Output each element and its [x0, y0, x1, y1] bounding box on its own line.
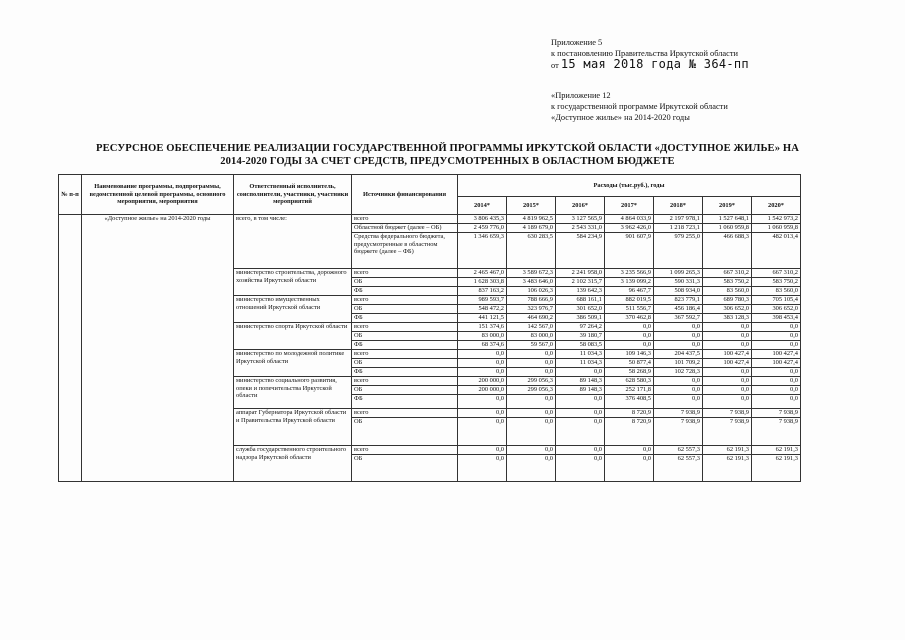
value-cell: 0,0 — [605, 341, 654, 350]
value-cell: 306 652,0 — [703, 305, 752, 314]
source-cell: всего — [352, 323, 458, 332]
value-cell: 1 060 959,8 — [752, 224, 801, 233]
year-header: 2015* — [507, 197, 556, 215]
value-cell: 0,0 — [458, 418, 507, 446]
value-cell: 705 105,4 — [752, 296, 801, 305]
value-cell: 1 099 265,3 — [654, 269, 703, 278]
value-cell: 590 331,3 — [654, 278, 703, 287]
value-cell: 0,0 — [507, 418, 556, 446]
value-cell: 584 234,9 — [556, 233, 605, 269]
value-cell: 466 688,3 — [703, 233, 752, 269]
value-cell: 3 139 099,2 — [605, 278, 654, 287]
value-cell: 0,0 — [703, 368, 752, 377]
value-cell: 0,0 — [458, 409, 507, 418]
value-cell: 788 666,9 — [507, 296, 556, 305]
source-cell: ОБ — [352, 418, 458, 446]
value-cell: 1 346 659,3 — [458, 233, 507, 269]
year-header: 2016* — [556, 197, 605, 215]
value-cell: 50 877,4 — [605, 359, 654, 368]
value-cell: 139 642,3 — [556, 287, 605, 296]
value-cell: 0,0 — [703, 341, 752, 350]
document-title — [60, 142, 835, 169]
source-cell: Областной бюджет (далее – ОБ) — [352, 224, 458, 233]
source-cell: всего — [352, 446, 458, 455]
value-cell: 8 720,9 — [605, 418, 654, 446]
year-header: 2014* — [458, 197, 507, 215]
value-cell: 102 728,3 — [654, 368, 703, 377]
value-cell: 96 467,7 — [605, 287, 654, 296]
value-cell: 0,0 — [556, 395, 605, 409]
value-cell: 0,0 — [556, 409, 605, 418]
col-header-num: № п-п — [59, 175, 82, 215]
source-cell: ФБ — [352, 368, 458, 377]
source-cell: всего — [352, 377, 458, 386]
value-cell: 667 310,2 — [752, 269, 801, 278]
title-line-1: РЕСУРСНОЕ ОБЕСПЕЧЕНИЕ РЕАЛИЗАЦИИ ГОСУДАРСТВЕННОЙ ПРОГРАММЫ ИРКУТСКОЙ ОБЛАСТИ «ДОСТУПНОЕ ЖИЛЬЕ» НА — [96, 143, 799, 154]
value-cell: 0,0 — [654, 341, 703, 350]
value-cell: 101 709,2 — [654, 359, 703, 368]
value-cell: 0,0 — [507, 455, 556, 482]
value-cell: 0,0 — [507, 409, 556, 418]
value-cell: 0,0 — [458, 395, 507, 409]
value-cell: 200 000,0 — [458, 386, 507, 395]
source-cell: ФБ — [352, 395, 458, 409]
value-cell: 0,0 — [507, 395, 556, 409]
appendix-header — [551, 37, 749, 72]
value-cell: 3 589 672,3 — [507, 269, 556, 278]
value-cell: 0,0 — [507, 446, 556, 455]
source-cell: ФБ — [352, 287, 458, 296]
value-cell: 142 567,0 — [507, 323, 556, 332]
value-cell: 0,0 — [507, 368, 556, 377]
value-cell: 0,0 — [654, 395, 703, 409]
value-cell: 441 121,5 — [458, 314, 507, 323]
value-cell: 548 472,2 — [458, 305, 507, 314]
value-cell: 0,0 — [654, 332, 703, 341]
value-cell: 62 191,3 — [752, 455, 801, 482]
value-cell: 0,0 — [703, 323, 752, 332]
value-cell: 0,0 — [752, 377, 801, 386]
executor-cell: министерство строительства, дорожного хозяйства Иркутской области — [234, 269, 352, 296]
source-cell: ФБ — [352, 341, 458, 350]
value-cell: 0,0 — [605, 446, 654, 455]
value-cell: 0,0 — [556, 368, 605, 377]
value-cell: 7 938,9 — [654, 409, 703, 418]
appendix-date-line — [551, 59, 749, 71]
value-cell: 62 191,3 — [752, 446, 801, 455]
value-cell: 62 557,3 — [654, 455, 703, 482]
value-cell: 62 557,3 — [654, 446, 703, 455]
value-cell: 689 780,3 — [703, 296, 752, 305]
value-cell: 1 542 973,2 — [752, 215, 801, 224]
appendix-number: Приложение 5 — [551, 38, 603, 47]
value-cell: 367 592,7 — [654, 314, 703, 323]
value-cell: 1 628 303,8 — [458, 278, 507, 287]
value-cell: 299 056,3 — [507, 377, 556, 386]
value-cell: 89 148,3 — [556, 377, 605, 386]
value-cell: 299 056,3 — [507, 386, 556, 395]
value-cell: 0,0 — [458, 446, 507, 455]
source-cell: ОБ — [352, 455, 458, 482]
value-cell: 301 652,0 — [556, 305, 605, 314]
value-cell: 0,0 — [654, 323, 703, 332]
year-header: 2018* — [654, 197, 703, 215]
value-cell: 83 560,0 — [752, 287, 801, 296]
executor-cell: министерство социального развития, опеки и попечительства Иркутской области — [234, 377, 352, 409]
year-header: 2020* — [752, 197, 801, 215]
value-cell: 89 148,3 — [556, 386, 605, 395]
value-cell: 0,0 — [458, 455, 507, 482]
value-cell: 667 310,2 — [703, 269, 752, 278]
value-cell: 0,0 — [752, 332, 801, 341]
value-cell: 0,0 — [654, 386, 703, 395]
appendix-decree-ref: к постановлению Правительства Иркутской области — [551, 49, 739, 59]
value-cell: 97 264,2 — [556, 323, 605, 332]
source-cell: Средства федерального бюджета, предусмотренные в областном бюджете (далее – ФБ) — [352, 233, 458, 269]
value-cell: 4 819 962,5 — [507, 215, 556, 224]
value-cell: 0,0 — [752, 368, 801, 377]
value-cell: 2 543 331,0 — [556, 224, 605, 233]
executor-cell: министерство по молодежной политике Иркутской области — [234, 350, 352, 377]
title-line-2: 2014-2020 ГОДЫ ЗА СЧЕТ СРЕДСТВ, ПРЕДУСМОТРЕННЫХ В ОБЛАСТНОМ БЮДЖЕТЕ — [220, 156, 675, 168]
value-cell: 482 013,4 — [752, 233, 801, 269]
value-cell: 989 593,7 — [458, 296, 507, 305]
value-cell: 0,0 — [507, 359, 556, 368]
col-header-source: Источники финансирования — [352, 175, 458, 215]
value-cell: 0,0 — [507, 350, 556, 359]
value-cell: 68 374,6 — [458, 341, 507, 350]
source-cell: всего — [352, 296, 458, 305]
row-number-cell — [59, 215, 82, 482]
value-cell: 100 427,4 — [703, 359, 752, 368]
resource-table — [58, 174, 801, 482]
value-cell: 583 750,2 — [703, 278, 752, 287]
value-cell: 3 483 646,0 — [507, 278, 556, 287]
value-cell: 2 197 978,1 — [654, 215, 703, 224]
col-header-expenses: Расходы (тыс.руб.), годы — [458, 175, 801, 197]
value-cell: 688 161,1 — [556, 296, 605, 305]
value-cell: 0,0 — [605, 323, 654, 332]
value-cell: 62 191,3 — [703, 446, 752, 455]
value-cell: 109 146,3 — [605, 350, 654, 359]
program-appendix-header — [551, 90, 728, 124]
value-cell: 252 171,8 — [605, 386, 654, 395]
value-cell: 1 060 959,8 — [703, 224, 752, 233]
value-cell: 2 102 315,7 — [556, 278, 605, 287]
program-appendix-name: «Доступное жилье» на 2014-2020 годы — [551, 113, 690, 123]
value-cell: 62 191,3 — [703, 455, 752, 482]
program-appendix-number: «Приложение 12 — [551, 91, 611, 100]
value-cell: 0,0 — [703, 377, 752, 386]
source-cell: всего — [352, 215, 458, 224]
executor-cell: министерство спорта Иркутской области — [234, 323, 352, 350]
source-cell: ФБ — [352, 314, 458, 323]
value-cell: 383 128,3 — [703, 314, 752, 323]
value-cell: 979 255,0 — [654, 233, 703, 269]
executor-cell: министерство имущественных отношений Иркутской области — [234, 296, 352, 323]
source-cell: ОБ — [352, 386, 458, 395]
value-cell: 0,0 — [458, 359, 507, 368]
value-cell: 511 556,7 — [605, 305, 654, 314]
value-cell: 630 283,5 — [507, 233, 556, 269]
value-cell: 0,0 — [458, 368, 507, 377]
value-cell: 583 750,2 — [752, 278, 801, 287]
value-cell: 83 000,0 — [458, 332, 507, 341]
value-cell: 7 938,9 — [703, 409, 752, 418]
value-cell: 386 509,1 — [556, 314, 605, 323]
value-cell: 11 034,3 — [556, 350, 605, 359]
value-cell: 2 459 776,0 — [458, 224, 507, 233]
source-cell: ОБ — [352, 332, 458, 341]
source-cell: ОБ — [352, 278, 458, 287]
from-label: от — [551, 61, 559, 71]
value-cell: 1 218 723,1 — [654, 224, 703, 233]
value-cell: 3 235 566,9 — [605, 269, 654, 278]
value-cell: 100 427,4 — [752, 359, 801, 368]
value-cell: 83 000,0 — [507, 332, 556, 341]
value-cell: 0,0 — [605, 332, 654, 341]
value-cell: 100 427,4 — [703, 350, 752, 359]
value-cell: 823 779,1 — [654, 296, 703, 305]
value-cell: 4 864 033,9 — [605, 215, 654, 224]
program-name-cell: «Доступное жилье» на 2014-2020 годы — [82, 215, 234, 482]
source-cell: всего — [352, 269, 458, 278]
value-cell: 4 189 679,0 — [507, 224, 556, 233]
value-cell: 306 652,0 — [752, 305, 801, 314]
value-cell: 151 374,6 — [458, 323, 507, 332]
value-cell: 0,0 — [752, 386, 801, 395]
value-cell: 2 465 467,0 — [458, 269, 507, 278]
value-cell: 2 241 958,0 — [556, 269, 605, 278]
value-cell: 370 462,8 — [605, 314, 654, 323]
value-cell: 0,0 — [556, 455, 605, 482]
value-cell: 376 408,5 — [605, 395, 654, 409]
program-appendix-ref: к государственной программе Иркутской области — [551, 102, 728, 112]
executor-cell: всего, в том числе: — [234, 215, 352, 269]
value-cell: 11 034,3 — [556, 359, 605, 368]
value-cell: 0,0 — [752, 341, 801, 350]
value-cell: 100 427,4 — [752, 350, 801, 359]
table-row — [59, 215, 801, 224]
year-header: 2017* — [605, 197, 654, 215]
value-cell: 3 127 565,9 — [556, 215, 605, 224]
value-cell: 882 019,5 — [605, 296, 654, 305]
value-cell: 39 180,7 — [556, 332, 605, 341]
value-cell: 456 186,4 — [654, 305, 703, 314]
value-cell: 59 567,0 — [507, 341, 556, 350]
value-cell: 7 938,9 — [752, 409, 801, 418]
value-cell: 0,0 — [654, 377, 703, 386]
value-cell: 106 026,3 — [507, 287, 556, 296]
col-header-executor: Ответственный исполнитель, соисполнители, участники, участники мероприятий — [234, 175, 352, 215]
value-cell: 464 690,2 — [507, 314, 556, 323]
value-cell: 0,0 — [703, 332, 752, 341]
value-cell: 3 806 435,3 — [458, 215, 507, 224]
value-cell: 508 934,0 — [654, 287, 703, 296]
value-cell: 200 000,0 — [458, 377, 507, 386]
value-cell: 0,0 — [458, 350, 507, 359]
value-cell: 837 163,2 — [458, 287, 507, 296]
executor-cell: служба государственного строительного надзора Иркутской области — [234, 446, 352, 482]
source-cell: всего — [352, 350, 458, 359]
col-header-name: Наименование программы, подпрограммы, ведомственной целевой программы, основного мероприятия, мероприятия — [82, 175, 234, 215]
executor-cell: аппарат Губернатора Иркутской области и Правительства Иркутской области — [234, 409, 352, 446]
source-cell: ОБ — [352, 359, 458, 368]
value-cell: 7 938,9 — [654, 418, 703, 446]
value-cell: 8 720,9 — [605, 409, 654, 418]
value-cell: 58 268,9 — [605, 368, 654, 377]
value-cell: 7 938,9 — [752, 418, 801, 446]
value-cell: 323 976,7 — [507, 305, 556, 314]
value-cell: 3 962 426,0 — [605, 224, 654, 233]
value-cell: 0,0 — [556, 418, 605, 446]
value-cell: 1 527 648,1 — [703, 215, 752, 224]
value-cell: 83 560,0 — [703, 287, 752, 296]
value-cell: 0,0 — [752, 395, 801, 409]
decree-date-stamp: 15 мая 2018 года № 364-пп — [560, 57, 749, 72]
value-cell: 901 607,9 — [605, 233, 654, 269]
value-cell: 0,0 — [605, 455, 654, 482]
value-cell: 398 453,4 — [752, 314, 801, 323]
value-cell: 204 437,5 — [654, 350, 703, 359]
value-cell: 7 938,9 — [703, 418, 752, 446]
value-cell: 58 083,5 — [556, 341, 605, 350]
value-cell: 0,0 — [752, 323, 801, 332]
value-cell: 0,0 — [703, 395, 752, 409]
source-cell: ОБ — [352, 305, 458, 314]
value-cell: 628 580,3 — [605, 377, 654, 386]
value-cell: 0,0 — [556, 446, 605, 455]
year-header: 2019* — [703, 197, 752, 215]
value-cell: 0,0 — [703, 386, 752, 395]
source-cell: всего — [352, 409, 458, 418]
